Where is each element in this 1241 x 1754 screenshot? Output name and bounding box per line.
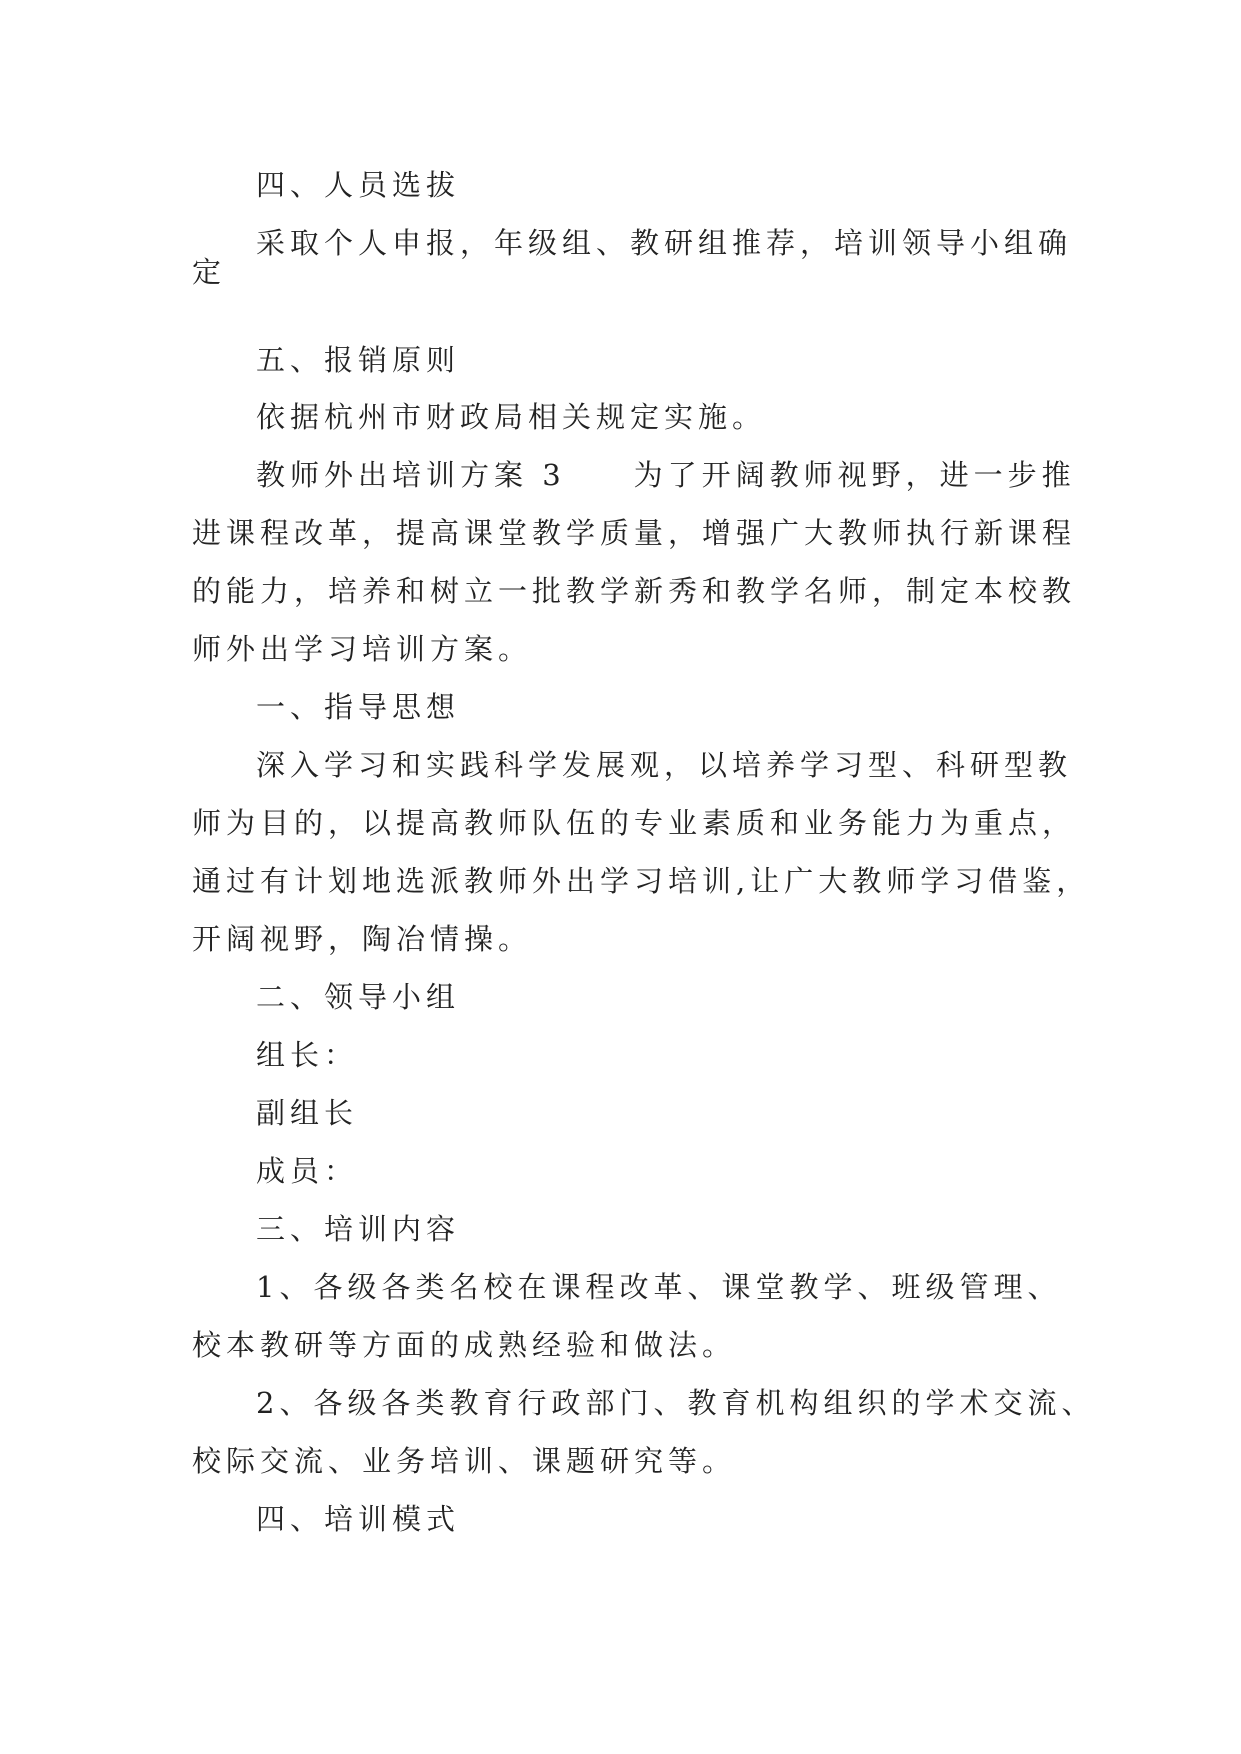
list-item-line: 校际交流、业务培训、课题研究等。	[192, 1444, 737, 1478]
paragraph-line: 副组长	[256, 1096, 359, 1130]
paragraph-line: 师为目的，以提高教师队伍的专业素质和业务能力为重点，	[192, 806, 1077, 840]
paragraph-line: 成员：	[256, 1154, 359, 1188]
paragraph-line: 深入学习和实践科学发展观，以培养学习型、科研型教	[256, 748, 1073, 782]
list-item-line: 2、各级各类教育行政部门、教育机构组织的学术交流、	[256, 1386, 1096, 1420]
paragraph-line: 采取个人申报，年级组、教研组推荐，培训领导小组确	[256, 226, 1073, 260]
section-heading: 四、培训模式	[256, 1502, 461, 1536]
section-heading: 四、人员选拔	[256, 168, 461, 202]
list-item-line: 校本教研等方面的成熟经验和做法。	[192, 1328, 737, 1362]
paragraph-line: 师外出学习培训方案。	[192, 632, 533, 666]
paragraph-line: 的能力，培养和树立一批教学新秀和教学名师，制定本校教	[192, 574, 1077, 608]
paragraph-line: 组长：	[256, 1038, 359, 1072]
paragraph-line: 进课程改革，提高课堂教学质量，增强广大教师执行新课程	[192, 516, 1077, 550]
paragraph-line: 依据杭州市财政局相关规定实施。	[256, 400, 767, 434]
paragraph-line: 开阔视野，陶冶情操。	[192, 922, 533, 956]
section-heading: 二、领导小组	[256, 980, 461, 1014]
paragraph-line: 定	[192, 255, 227, 289]
section-heading: 三、培训内容	[256, 1212, 461, 1246]
paragraph-line: 教师外出培训方案 3 为了开阔教师视野，进一步推	[256, 458, 1076, 492]
paragraph-line: 通过有计划地选派教师外出学习培训,让广大教师学习借鉴，	[192, 864, 1091, 898]
section-heading: 五、报销原则	[256, 343, 461, 377]
list-item-line: 1、各级各类名校在课程改革、课堂教学、班级管理、	[256, 1270, 1062, 1304]
section-heading: 一、指导思想	[256, 690, 461, 724]
